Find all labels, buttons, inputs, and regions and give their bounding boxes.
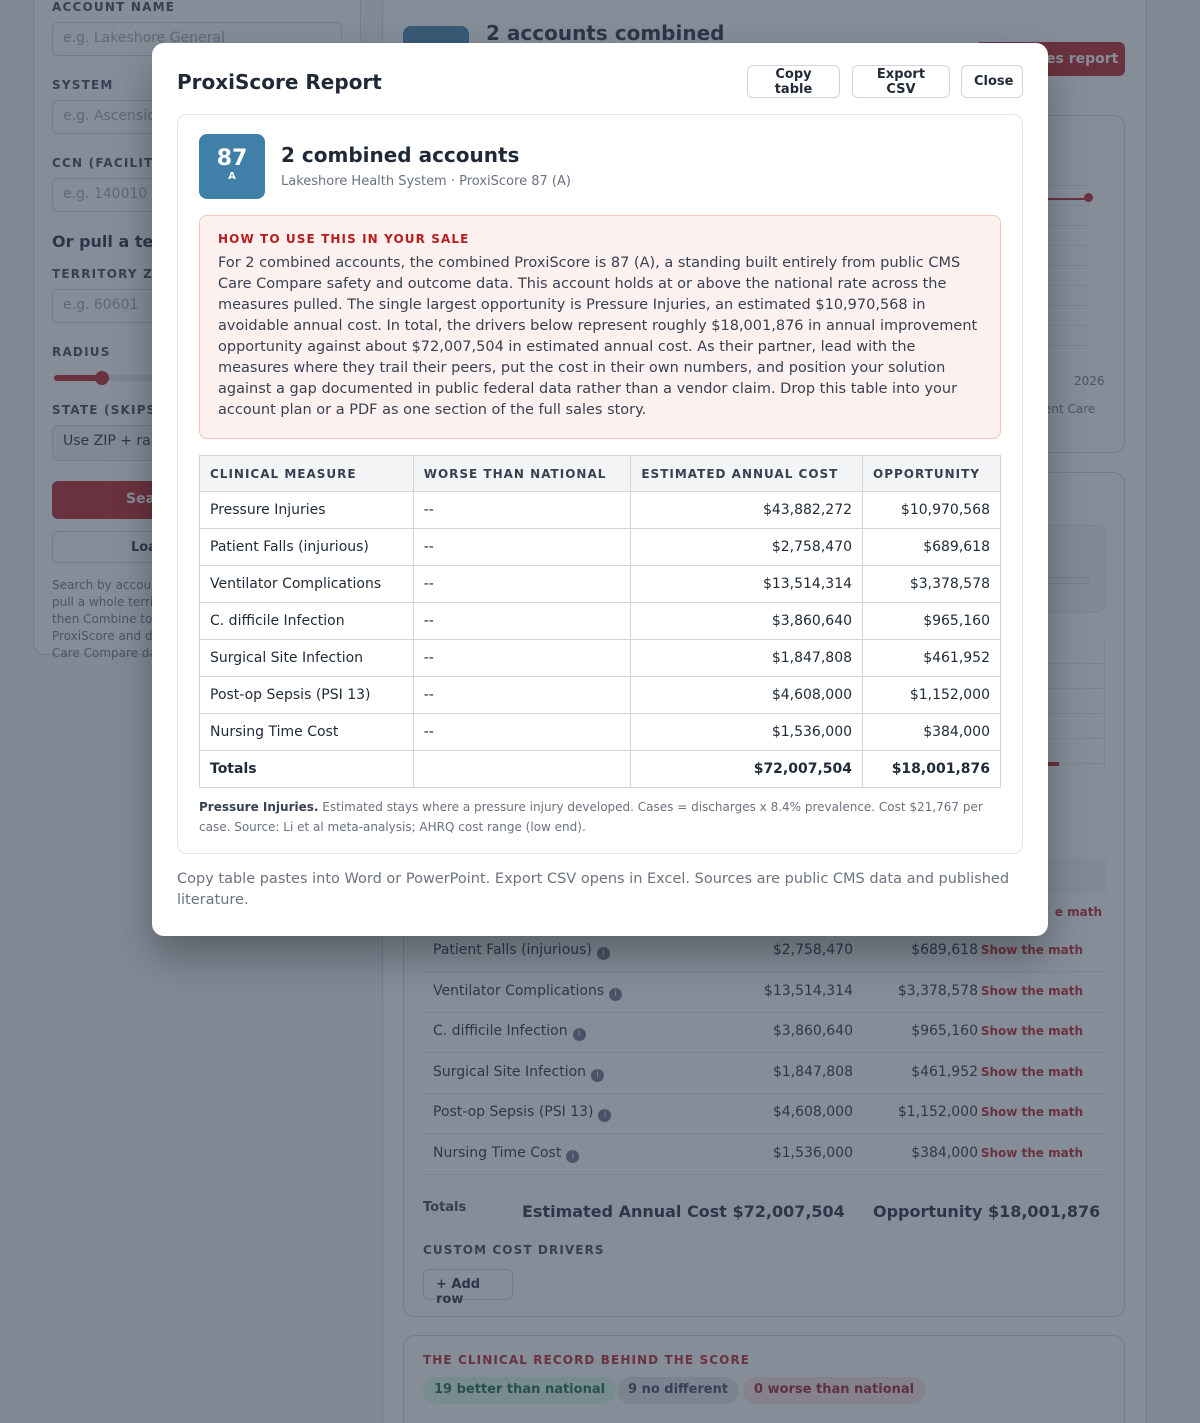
table-row: Ventilator Complications -- $13,514,314 $3,378,578 — [200, 566, 1001, 603]
totals-row: Totals $72,007,504 $18,001,876 — [200, 751, 1001, 788]
table-row: Nursing Time Cost -- $1,536,000 $384,000 — [200, 714, 1001, 751]
table-row: Surgical Site Infection -- $1,847,808 $461,952 — [200, 640, 1001, 677]
report-modal — [152, 43, 1048, 936]
report-subtitle: Lakeshore Health System · ProxiScore 87 (A) — [281, 174, 571, 189]
how-to-heading: HOW TO USE THIS IN YOUR SALE — [218, 232, 470, 246]
report-title: 2 combined accounts — [281, 143, 520, 167]
table-row: C. difficile Infection -- $3,860,640 $965,160 — [200, 603, 1001, 640]
modal-footer-text: Copy table pastes into Word or PowerPoint. Export CSV opens in Excel. Sources are public CMS data and published literature. — [177, 871, 1010, 908]
report-table — [199, 455, 1001, 788]
score-badge — [199, 134, 265, 199]
close-button[interactable]: Close — [961, 65, 1023, 98]
how-to-callout — [199, 215, 1001, 439]
how-to-body: For 2 combined accounts, the combined ProxiScore is 87 (A), a standing built entirely from public CMS Care Compare safety and outcome data. This account holds at or above the national rate across the measures pulled. The single largest opportunity is Pressure Injuries, an estimated $10,970,568 in avoidable annual cost. In total, the drivers below represent roughly $18,001,876 in annual improvement opportunity against about $72,007,504 in estimated annual cost. As their partner, lead with the measures where they trail their peers, put the cost in their own numbers, and position your solution against a gap documented in public federal data rather than a vendor claim. Drop this table into your account plan or a PDF as one section of the full sales story. — [218, 255, 978, 418]
export-csv-button[interactable]: Export CSV — [852, 65, 950, 98]
copy-table-button[interactable]: Copy table — [747, 65, 840, 98]
column-header: CLINICAL MEASURE — [200, 456, 414, 492]
column-header: ESTIMATED ANNUAL COST — [631, 456, 863, 492]
table-row: Pressure Injuries -- $43,882,272 $10,970,568 — [200, 492, 1001, 529]
table-header-row — [200, 456, 1001, 492]
methodology-note: Pressure Injuries. Estimated stays where a pressure injury developed. Cases = discharges x 8.4% prevalence. Cost $21,767 per case. Source: Li et al meta-analysis; AHRQ cost range (low end). — [199, 800, 983, 834]
column-header: WORSE THAN NATIONAL — [413, 456, 631, 492]
score-grade: A — [228, 171, 236, 182]
modal-title: ProxiScore Report — [177, 70, 382, 94]
score-value: 87 — [216, 146, 248, 171]
column-header: OPPORTUNITY — [863, 456, 1001, 492]
table-row: Patient Falls (injurious) -- $2,758,470 $689,618 — [200, 529, 1001, 566]
table-row: Post-op Sepsis (PSI 13) -- $4,608,000 $1,152,000 — [200, 677, 1001, 714]
report-section — [177, 114, 1023, 854]
